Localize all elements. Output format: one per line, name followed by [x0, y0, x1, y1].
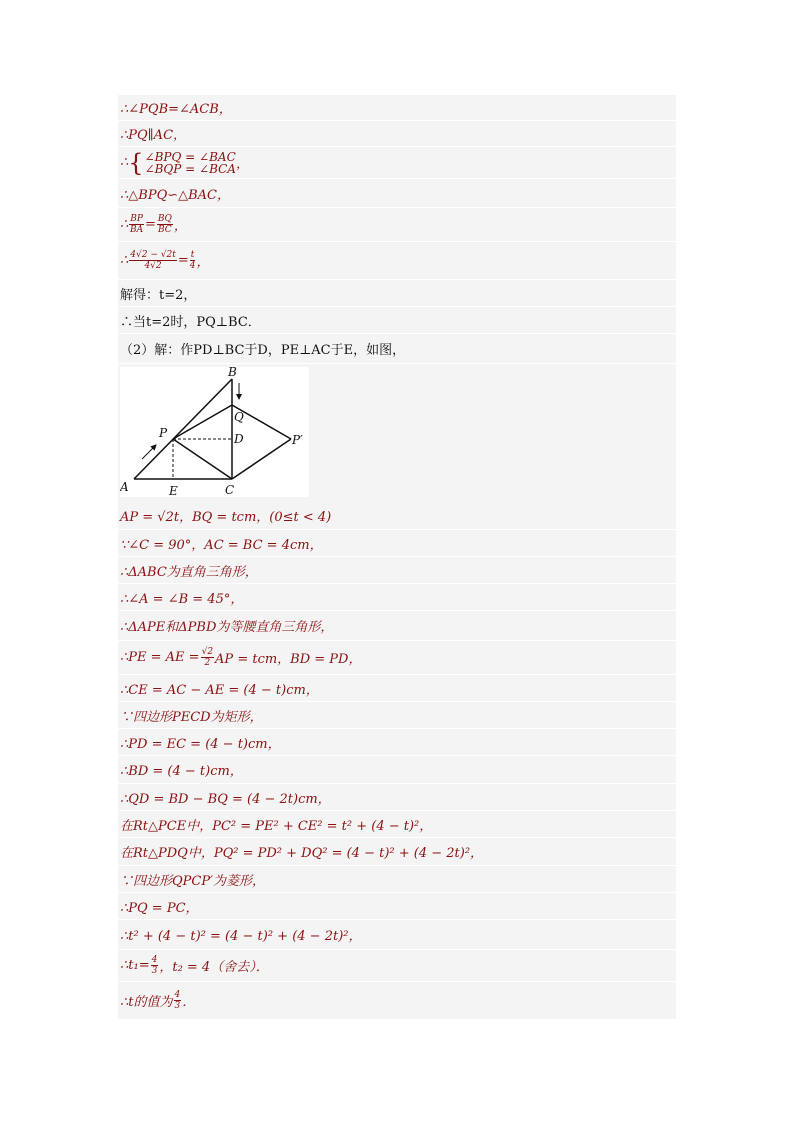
line-bd: ∴BD = (4 − t)cm，	[118, 756, 676, 784]
equation-system	[128, 148, 236, 177]
line-when: ∴当t=2时，PQ⊥BC．	[118, 307, 676, 334]
line-system: ∴ { ∠BPQ = ∠BAC ∠BQP = ∠BCA ，	[118, 147, 676, 179]
geometry-figure	[120, 367, 309, 497]
fraction-answer: $\frac{4}{3}$	[174, 990, 181, 1011]
label-q: Q	[234, 410, 244, 424]
line-pc-squared: 在Rt△PCE中，PC² = PE² + CE² = t² + (4 − t)²，	[118, 811, 676, 838]
line-qd: ∴QD = BD − BQ = (4 − 2t)cm，	[118, 784, 676, 811]
label-b: B	[228, 367, 237, 379]
arrow-ap-icon	[142, 445, 156, 459]
line-ratio: ∴ $\frac{BP}{BA}$ = $\frac{BQ}{BC}$ ，	[118, 208, 676, 242]
line-pq-squared: 在Rt△PDQ中，PQ² = PD² + DQ² = (4 − t)² + (4 − 2t)²，	[118, 838, 676, 866]
line-pe: ∴PE = AE = $\frac{√2}{2}$ AP = tcm，BD = PD，	[118, 641, 676, 675]
line-isosceles: ∴ΔAPE和ΔPBD为等腰直角三角形，	[118, 611, 676, 641]
fraction-bq-bc: $\frac{BQ}{BC}$	[157, 214, 172, 235]
segment-pc	[173, 439, 232, 479]
line-right-triangle: ∴ΔABC为直角三角形，	[118, 557, 676, 584]
line-angles: ∴∠A = ∠B = 45°，	[118, 584, 676, 611]
solution-content	[118, 95, 676, 1019]
fraction-root2-over-2: $\frac{√2}{2}$	[201, 647, 214, 668]
system-row-2: ∠BQP = ∠BCA	[144, 161, 236, 176]
line-ap: AP = √2t，BQ = tcm，(0≤t < 4)	[118, 502, 676, 530]
line-rectangle: ∵四边形PECD为矩形，	[118, 702, 676, 729]
line-1: ∴∠PQB=∠ACB，	[118, 95, 676, 121]
fraction-4-3: $\frac{4}{3}$	[151, 955, 158, 976]
segment-ab	[134, 379, 232, 479]
label-p: P	[159, 426, 168, 440]
line-equation: ∴ $\frac{4√2 - √2t}{4√2}$ = $\frac{t}{4}$ ，	[118, 242, 676, 280]
system-row-1: ∠BPQ = ∠BAC	[144, 149, 236, 164]
line-answer: ∴t的值为 $\frac{4}{3}$ ．	[120, 990, 196, 1011]
line-2: ∴PQ∥AC，	[118, 121, 676, 147]
geometry-diagram	[120, 367, 309, 497]
fraction-bp-ba: $\frac{BP}{BA}$	[130, 214, 144, 235]
line-pd: ∴PD = EC = (4 − t)cm，	[118, 729, 676, 756]
left-brace-icon: {	[128, 148, 144, 177]
line-angle-c: ∵∠C = 90°，AC = BC = 4cm，	[118, 530, 676, 557]
label-a: A	[120, 480, 129, 494]
line-part2: （2）解：作PD⊥BC于D，PE⊥AC于E，如图，	[118, 334, 676, 364]
label-e: E	[169, 484, 178, 497]
line-final-equation: ∴t² + (4 − t)² = (4 − t)² + (4 − 2t)²，	[118, 920, 676, 950]
line-pq-eq-pc: ∴PQ = PC，	[118, 893, 676, 920]
label-p-prime: P′	[292, 433, 303, 447]
line-solve: 解得：t=2，	[118, 280, 676, 307]
line-rhombus: ∵四边形QPCP′为菱形，	[118, 866, 676, 893]
fraction-right: $\frac{t}{4}$	[189, 250, 196, 271]
label-c: C	[225, 483, 235, 497]
line-similar: ∴△BPQ∽△BAC，	[118, 179, 676, 208]
fraction-left: $\frac{4√2 - √2t}{4√2}$	[130, 250, 176, 271]
line-ce: ∴CE = AC − AE = (4 − t)cm，	[118, 675, 676, 702]
label-d: D	[234, 432, 244, 446]
line-roots: ∴t₁= $\frac{4}{3}$ ，t₂ = 4（舍去）．	[118, 950, 676, 982]
